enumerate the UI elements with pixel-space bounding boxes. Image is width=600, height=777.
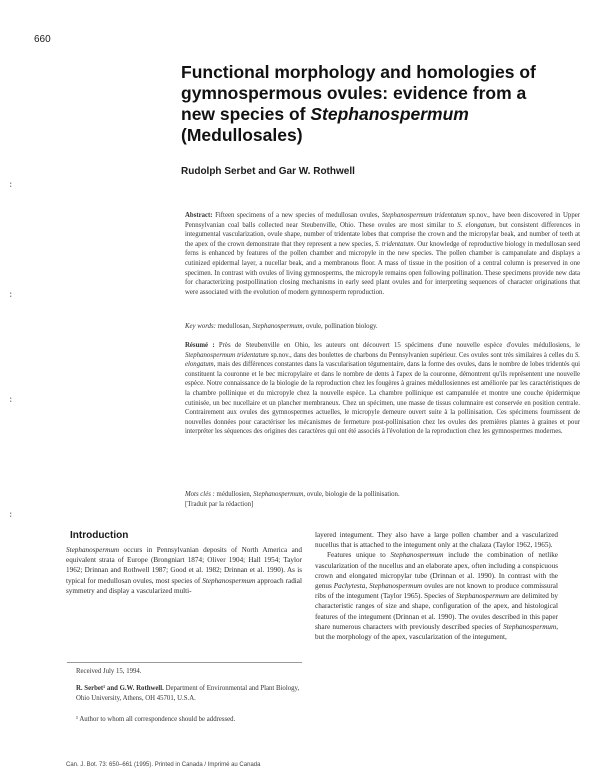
footnote-divider bbox=[67, 662, 302, 663]
right-paragraph-1: layered integument. They also have a large pollen chamber and a vascularized nucellus that is attached to the integument only at the chalaza (Taylor 1962, 1965). bbox=[315, 531, 558, 550]
mots-cles-label: Mots clés : bbox=[185, 491, 215, 498]
abstract: Abstract: Fifteen specimens of a new species of medullosan ovules, Stephanospermum tridentatum sp.nov., have been discovered in Upper Pennsylvanian coal balls collected near Steubenville, Ohio. These ovules are most similar to S. elongatum, but consistent differences in integumental vascularization, ovule shape, number of tridentate lobes that comprise the crown and the micropylar beak, and number of teeth at the apex of the crown demonstrate that they represent a new species, S. tridentatum. Our knowledge of reproductive biology in medullosan seed ferns is enhanced by features of the pollen chamber and micropyle in the new species. The pollen chamber is campanulate and displays a cutinized epidermal layer, a nucellar beak, and a membranous floor. A mass of tissue in the position of a central column is preserved in one specimen. In contrast with ovules of living gymnosperms, the micropyle remains open following pollination. These specimens provide new data for characterizing postpollination closing mechanisms in early seed plant ovules and for interpreting sequences of character originations that were associated with the evolution of modern gymnosperm reproduction. bbox=[185, 212, 580, 296]
keywords-label: Key words: bbox=[185, 323, 216, 330]
right-paragraph-2: Features unique to Stephanospermum include the combination of netlike vascularization of the nucellus and an elaborate apex, often including a conspicuous crown and elongated micropylar tube (Drinnan et al. 1990). In contrast with the genus Pachytesta, Stephanospermum ovules are not known to produce commissural ribs of the integument (Taylor 1965). Species of Stephanospermum are delimited by characteristic ranges of size and shape, configuration of the apex, and histological features of the integument (Drinnan et al. 1990). The ovules described in this paper share numerous characters with previously described species of Stephanospermum, but the morphology of the apex, vascularization of the integument, bbox=[315, 551, 559, 642]
resume-label: Résumé : bbox=[185, 342, 215, 349]
introduction-left-column: Stephanospermum occurs in Pennsylvanian deposits of North America and equivalent strata of Europe (Brongniart 1874; Oliver 1904; Hall 1954; Taylor 1962; Drinnan and Rothwell 1987; Good et al. 1982; Drinnan et al. 1990). As is typical for medullosan ovules, most species of Stephanospermum approach radial symmetry and display a vascularized multi- bbox=[66, 546, 302, 595]
introduction-right-column bbox=[315, 530, 558, 642]
article-title bbox=[181, 62, 581, 146]
introduction-heading: Introduction bbox=[70, 530, 129, 541]
margin-mark: : bbox=[8, 290, 14, 300]
title-line-3: new species of Stephanospermum bbox=[181, 104, 469, 124]
margin-mark: : bbox=[8, 510, 14, 520]
author-address: R. Serbet¹ and G.W. Rothwell. Department of Environmental and Plant Biology, Ohio University, Athens, OH 45701, U.S.A. bbox=[76, 685, 300, 702]
margin-mark: : bbox=[8, 395, 14, 405]
received-date: Received July 15, 1994. bbox=[76, 668, 142, 675]
margin-mark: : bbox=[8, 180, 14, 190]
page-number: 660 bbox=[34, 34, 51, 45]
mots-cles: Mots clés : médullosien, Stephanospermum, ovule, biologie de la pollinisation. bbox=[185, 491, 400, 498]
keywords: Key words: medullosan, Stephanospermum, ovule, pollination biology. bbox=[185, 323, 378, 330]
abstract-label: Abstract: bbox=[185, 212, 213, 219]
resume: Résumé : Près de Steubenville en Ohio, les auteurs ont découvert 15 spécimens d'une nouvelle espèce d'ovules médullosiens, le Stephanospermum tridentatum sp.nov., dans des boulettes de charbons du Pennsylvanien supérieur. Ces ovules sont très similaires à celles du S. elongatum, mais des différences constantes dans la vascularisation tégumentaire, dans la forme des ovules, dans le nombre de lobes tridentés qui constituent la couronne et le bec micropylaire et dans le nombre de dents à l'apex de la couronne, démontrent qu'ils représentent une nouvelle espèce. Notre connaissance de la biologie de la reproduction chez les fougères à graines médullosiennes est améliorée par les caractéristiques de la chambre pollinique et du micropyle chez la nouvelle espèce. La chambre pollinique est campanulée et montre une couche épidermique cutinisée, un bec nucellaire et un plancher membraneux. Chez un spécimen, une masse de tissus columnaire est conservée en position centrale. Contrairement aux ovules des gymnospermes actuelles, le micropyle demeure ouvert suite à la pollinisation. Ces spécimens fournissent de nouvelles données pour caractériser les mécanismes de fermeture post-pollinisation chez les ovules des premières plantes à graines et pour interpréter les séquences des origines des caractères qui ont été associés à l'évolution de la reproduction chez les gymnospermes modernes. bbox=[185, 342, 580, 436]
corresponding-author: ¹ Author to whom all correspondence should be addressed. bbox=[76, 716, 236, 723]
title-line-4: (Medullosales) bbox=[181, 125, 303, 145]
translation-note: [Traduit par la rédaction] bbox=[185, 501, 254, 508]
journal-citation: Can. J. Bot. 73: 650–661 (1995). Printed in Canada / Imprimé au Canada bbox=[66, 762, 261, 768]
authors: Rudolph Serbet and Gar W. Rothwell bbox=[181, 166, 355, 177]
title-line-2: gymnospermous ovules: evidence from a bbox=[181, 83, 527, 103]
title-genus: Stephanospermum bbox=[310, 104, 469, 124]
title-line-1: Functional morphology and homologies of bbox=[181, 62, 536, 82]
